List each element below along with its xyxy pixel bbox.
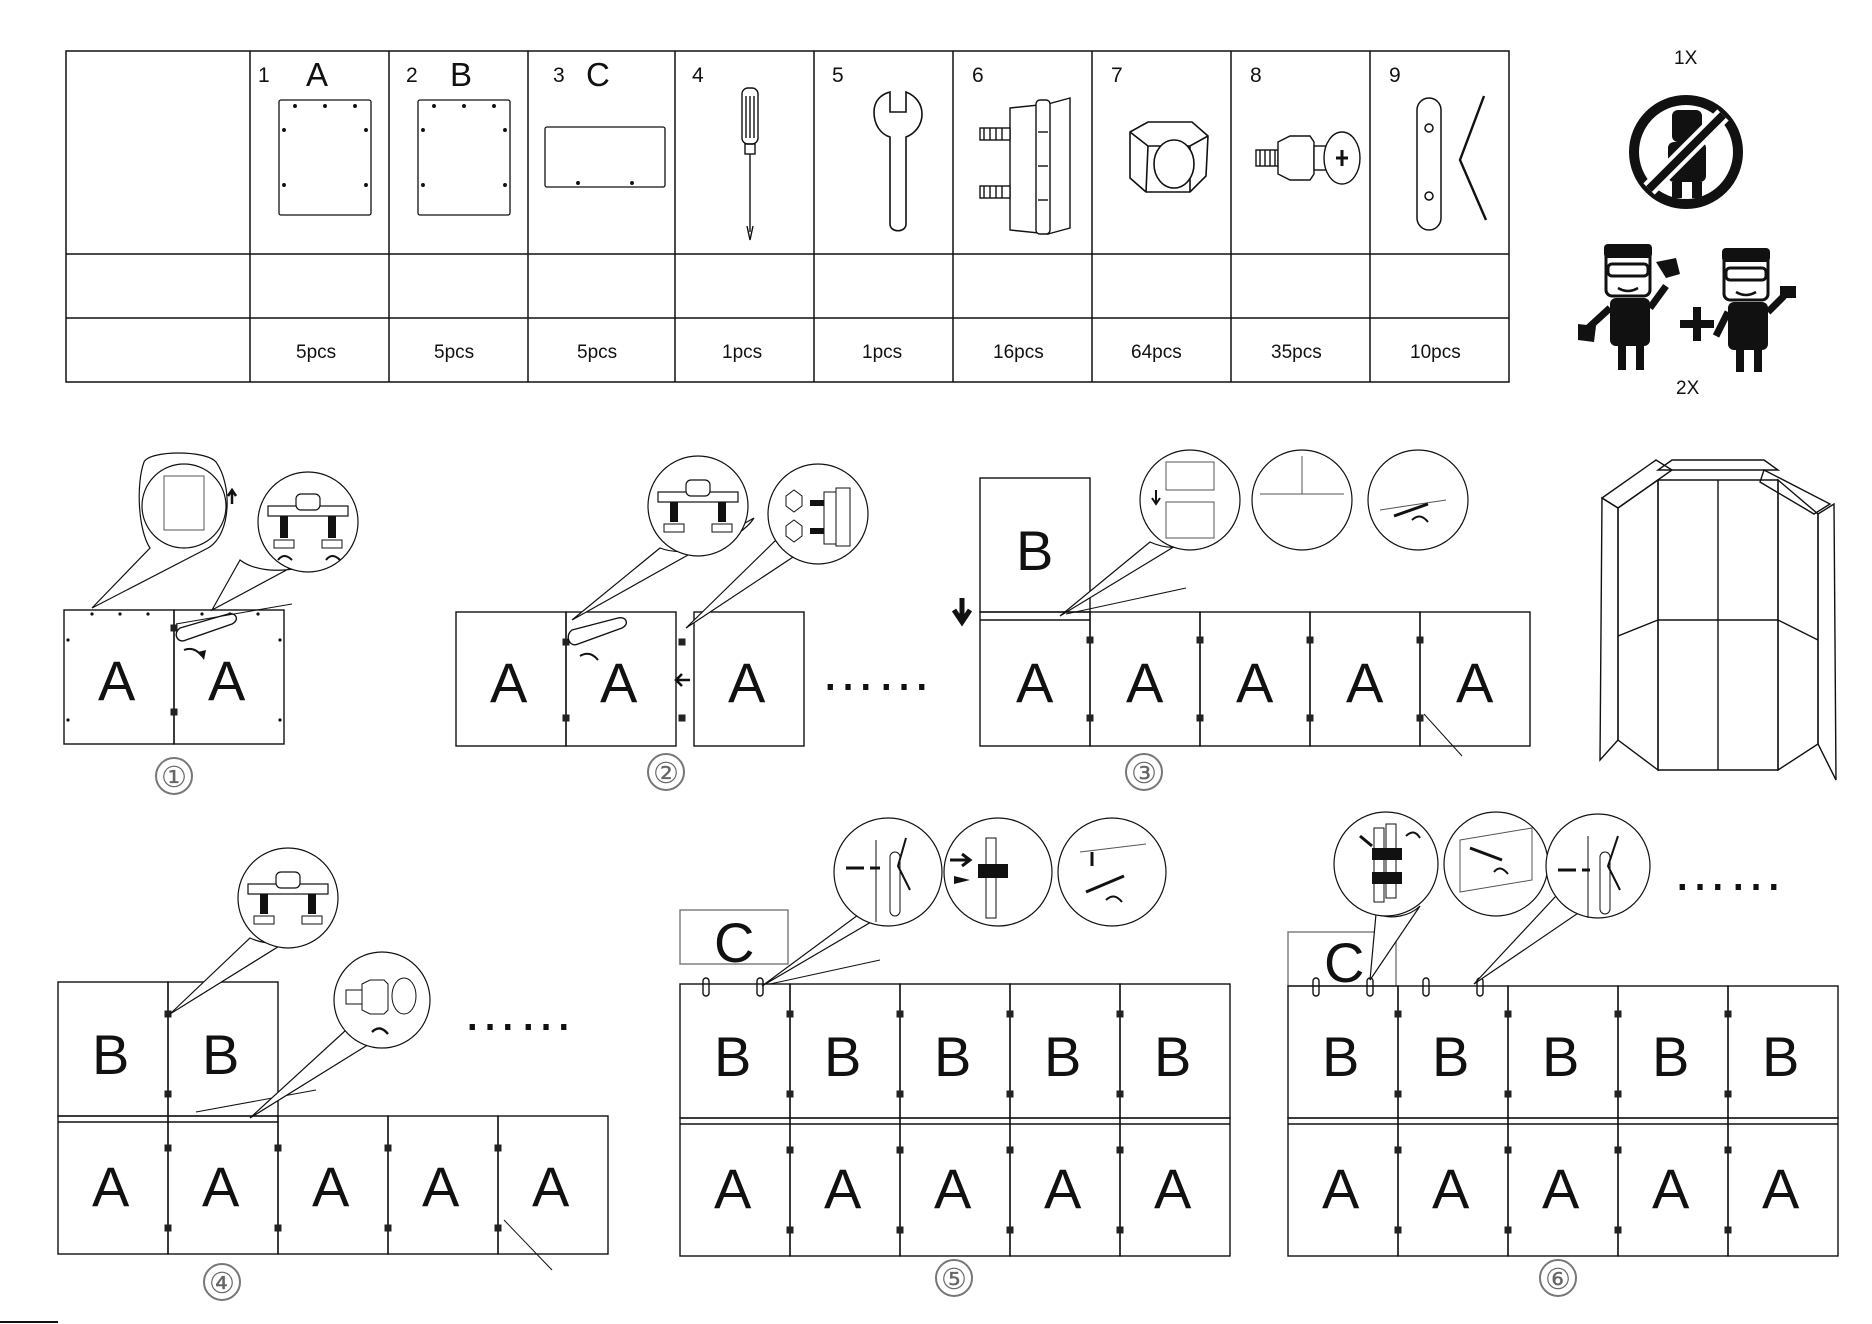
arrow-down-icon [954, 598, 970, 622]
part-letter: A [306, 56, 329, 93]
wrench-icon [874, 92, 922, 231]
panel-a-label: A [1044, 1157, 1082, 1220]
step-3 [954, 450, 1530, 790]
panel-a-label: A [1154, 1157, 1192, 1220]
bolt-icon [1256, 132, 1360, 184]
continue-dots: …… [1672, 839, 1784, 902]
panel-a-label: A [1542, 1157, 1580, 1220]
part-quantity: 1pcs [722, 342, 763, 363]
panel-b-label: B [1432, 1025, 1470, 1088]
part-number: 8 [1250, 64, 1262, 87]
two-persons-count: 2X [1676, 378, 1700, 399]
panel-a-label: A [934, 1157, 972, 1220]
continue-dots: …… [462, 979, 574, 1042]
callout-hinge-nuts [170, 848, 338, 1014]
step-5 [680, 818, 1230, 1296]
two-persons-icon [1578, 244, 1796, 372]
panel-c-label: C [1324, 931, 1365, 994]
part-letter: B [450, 56, 473, 93]
part-quantity: 64pcs [1131, 342, 1182, 363]
part-quantity: 16pcs [993, 342, 1044, 363]
panel-a-label: A [422, 1155, 460, 1218]
panel-b-icon [418, 100, 510, 215]
panel-b-label: B [1044, 1025, 1082, 1088]
one-person-count: 1X [1674, 48, 1698, 69]
panel-b-label: B [92, 1023, 130, 1086]
step-1 [64, 453, 358, 794]
part-quantity: 5pcs [577, 342, 618, 363]
panel-b-label: B [934, 1025, 972, 1088]
panel-a-label: A [1456, 651, 1494, 714]
panel-b-label: B [1016, 519, 1054, 582]
hex-nut-icon [1130, 122, 1208, 192]
panel-a-label: A [824, 1157, 862, 1220]
bracket-icon [1417, 96, 1486, 230]
panel-b-label: B [1762, 1025, 1800, 1088]
step-number: ③ [1131, 758, 1157, 790]
panel-a-label: A [1236, 651, 1274, 714]
step-number: ① [161, 762, 187, 794]
part-quantity: 35pcs [1271, 342, 1322, 363]
panel-b-label: B [1652, 1025, 1690, 1088]
step-number: ⑥ [1545, 1264, 1571, 1296]
part-quantity: 10pcs [1410, 342, 1461, 363]
step-6 [1288, 812, 1838, 1296]
panel-a-label: A [600, 651, 638, 714]
panel-a-icon [279, 100, 371, 215]
panel-a-label: A [98, 649, 136, 712]
no-single-person-icon [1634, 100, 1738, 204]
part-number: 7 [1111, 64, 1123, 87]
panel-a-label: A [490, 651, 528, 714]
arrow-up-icon [228, 490, 236, 504]
panel-a-label: A [1346, 651, 1384, 714]
part-number: 3 [553, 64, 565, 87]
panel-a-label: A [1016, 651, 1054, 714]
panel-b-label: B [714, 1025, 752, 1088]
part-number: 9 [1389, 64, 1401, 87]
assembled-booth-illustration [1600, 460, 1836, 780]
panel-c-icon [545, 127, 665, 187]
part-letter: C [586, 56, 610, 93]
step-2 [456, 456, 932, 790]
wrench-icon [176, 614, 236, 641]
panel-b-label: B [1154, 1025, 1192, 1088]
panel-a-label: A [312, 1155, 350, 1218]
panel-a-label: A [532, 1155, 570, 1218]
part-number: 2 [406, 64, 418, 87]
callout-panel-join [1060, 450, 1468, 616]
panel-c-label: C [714, 911, 755, 974]
step-number: ④ [209, 1268, 235, 1300]
callout-panel [92, 453, 236, 608]
panel-a-label: A [208, 649, 246, 712]
panel-a-label: A [1432, 1157, 1470, 1220]
part-number: 1 [258, 64, 270, 87]
arrow-left-icon [676, 674, 690, 686]
parts-table-texts [258, 56, 1461, 363]
part-quantity: 5pcs [296, 342, 337, 363]
part-number: 5 [832, 64, 844, 87]
callout-bolt [250, 952, 430, 1118]
panel-a-label: A [1762, 1157, 1800, 1220]
panel-a-label: A [1126, 651, 1164, 714]
part-number: 4 [692, 64, 704, 87]
panel-a-label: A [714, 1157, 752, 1220]
panel-b-label: B [202, 1023, 240, 1086]
panel-b-label: B [824, 1025, 862, 1088]
panel-a-label: A [202, 1155, 240, 1218]
screwdriver-icon [742, 88, 758, 240]
part-quantity: 5pcs [434, 342, 475, 363]
panel-a-label: A [1322, 1157, 1360, 1220]
panel-b-label: B [1322, 1025, 1360, 1088]
step-number: ⑤ [941, 1264, 967, 1296]
panel-a-label: A [1652, 1157, 1690, 1220]
part-quantity: 1pcs [862, 342, 903, 363]
callout-bracket-bolt [1334, 812, 1650, 984]
callout-bracket-bolt [762, 818, 1166, 986]
continue-dots: …… [820, 639, 932, 702]
panel-a-label: A [728, 651, 766, 714]
panel-a-label: A [92, 1155, 130, 1218]
step-4 [58, 848, 608, 1300]
panel-b-label: B [1542, 1025, 1580, 1088]
step-number: ② [653, 758, 679, 790]
wrench-icon [568, 618, 626, 645]
hinge-icon [980, 98, 1070, 234]
part-number: 6 [972, 64, 984, 87]
